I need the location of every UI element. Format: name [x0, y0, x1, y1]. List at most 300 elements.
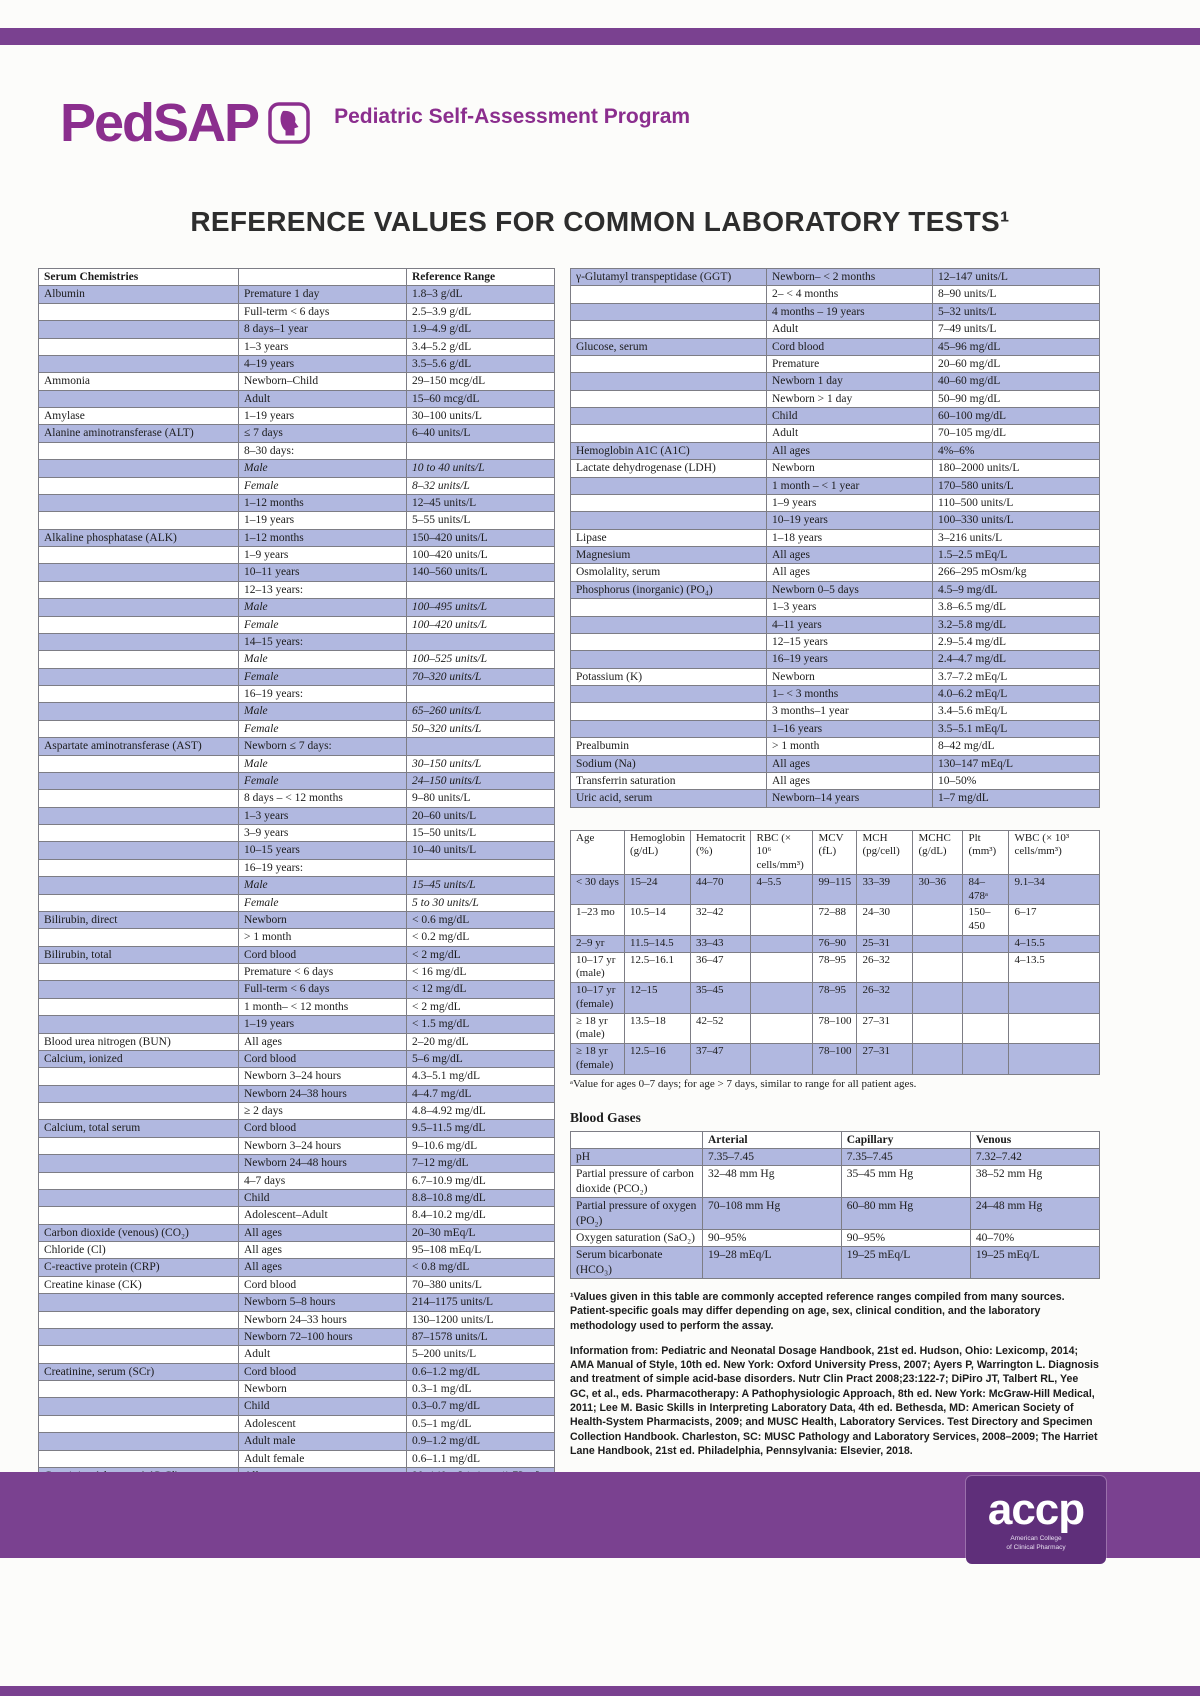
table-cell: 4%–6% — [933, 442, 1100, 459]
table-cell — [39, 390, 239, 407]
column-header: WBC (× 10³ cells/mm³) — [1009, 830, 1100, 874]
table-cell: Carbon dioxide (venous) (CO₂) — [39, 1224, 239, 1241]
table-row — [571, 547, 1100, 564]
table-cell: 1 month– < 12 months — [239, 998, 407, 1015]
table-cell — [39, 807, 239, 824]
table-cell — [407, 859, 555, 876]
table-cell — [963, 983, 1009, 1014]
table-cell: < 0.8 mg/dL — [407, 1259, 555, 1276]
table-cell: Uric acid, serum — [571, 790, 767, 807]
table-row — [571, 1229, 1100, 1246]
table-row — [571, 303, 1100, 320]
table-cell: 150–420 units/L — [407, 529, 555, 546]
table-row — [571, 633, 1100, 650]
table-cell: 1–3 years — [767, 599, 933, 616]
table-cell: Adult female — [239, 1450, 407, 1467]
table-row — [39, 1189, 555, 1206]
table-cell: 3.5–5.1 mEq/L — [933, 720, 1100, 737]
table-cell — [39, 755, 239, 772]
table-cell — [963, 1013, 1009, 1044]
table-cell: 14–15 years: — [239, 633, 407, 650]
table-cell: 7–49 units/L — [933, 321, 1100, 338]
table-row — [39, 1120, 555, 1137]
table-row — [39, 807, 555, 824]
table-cell: Chloride (Cl) — [39, 1242, 239, 1259]
table-cell: 1.9–4.9 g/dL — [407, 321, 555, 338]
table-cell — [963, 1044, 1009, 1075]
table-cell — [39, 321, 239, 338]
table-cell: 0.6–1.2 mg/dL — [407, 1363, 555, 1380]
table-cell: 6–17 — [1009, 905, 1100, 936]
table-cell: All ages — [239, 1224, 407, 1241]
table-cell: 5–200 units/L — [407, 1346, 555, 1363]
table-cell: 13.5–18 — [625, 1013, 691, 1044]
table-cell: All ages — [767, 772, 933, 789]
table-cell: 2–9 yr — [571, 935, 625, 952]
table-cell — [39, 894, 239, 911]
table-cell: Newborn– < 2 months — [767, 269, 933, 286]
table-cell — [39, 633, 239, 650]
table-cell — [39, 772, 239, 789]
table-cell: Newborn — [239, 911, 407, 928]
table-row — [571, 772, 1100, 789]
table-cell: Male — [239, 599, 407, 616]
table-cell: 100–525 units/L — [407, 651, 555, 668]
hematology-table — [570, 830, 1100, 1075]
table-row — [571, 425, 1100, 442]
table-row — [571, 1166, 1100, 1198]
table-cell: Calcium, ionized — [39, 1050, 239, 1067]
table-cell: 10–40 units/L — [407, 842, 555, 859]
table-cell: 180–2000 units/L — [933, 460, 1100, 477]
table-row — [39, 1294, 555, 1311]
table-cell: 87–1578 units/L — [407, 1328, 555, 1345]
table-row — [571, 905, 1100, 936]
column-header: Capillary — [841, 1131, 970, 1148]
table-row — [571, 338, 1100, 355]
table-cell: 9.5–11.5 mg/dL — [407, 1120, 555, 1137]
table-cell: 4–11 years — [767, 616, 933, 633]
table-cell — [39, 1450, 239, 1467]
hematology-table-footnote: ᵃValue for ages 0–7 days; for age > 7 days, similar to range for all patient ages. — [570, 1077, 917, 1090]
table-cell: All ages — [239, 1033, 407, 1050]
table-cell: Lactate dehydrogenase (LDH) — [571, 460, 767, 477]
table-cell: < 2 mg/dL — [407, 946, 555, 963]
table-row — [39, 877, 555, 894]
table-row — [39, 738, 555, 755]
table-cell: 4–4.7 mg/dL — [407, 1085, 555, 1102]
table-cell: Newborn 3–24 hours — [239, 1068, 407, 1085]
table-cell — [39, 842, 239, 859]
table-cell: 95–108 mEq/L — [407, 1242, 555, 1259]
table-cell: 5 to 30 units/L — [407, 894, 555, 911]
table-cell — [751, 1044, 813, 1075]
table-cell: 10 to 40 units/L — [407, 460, 555, 477]
table-cell: 100–420 units/L — [407, 547, 555, 564]
table-cell: 1–19 years — [239, 512, 407, 529]
table-cell: 20–60 units/L — [407, 807, 555, 824]
table-cell — [571, 408, 767, 425]
table-cell — [571, 686, 767, 703]
table-cell: All ages — [767, 755, 933, 772]
table-row — [571, 952, 1100, 983]
table-cell: 4.3–5.1 mg/dL — [407, 1068, 555, 1085]
table-cell: Full-term < 6 days — [239, 303, 407, 320]
table-row — [39, 286, 555, 303]
pedsap-logo — [60, 93, 691, 153]
table-cell — [39, 355, 239, 372]
table-cell — [39, 998, 239, 1015]
table-cell: 10–19 years — [767, 512, 933, 529]
table-row — [39, 755, 555, 772]
table-cell — [39, 442, 239, 459]
table-cell: 10.5–14 — [625, 905, 691, 936]
table-cell — [39, 825, 239, 842]
table-cell — [39, 1137, 239, 1154]
table-row — [39, 651, 555, 668]
table-cell: 214–1175 units/L — [407, 1294, 555, 1311]
table-row — [39, 599, 555, 616]
accp-subtext-line1: American College — [1010, 1535, 1062, 1543]
table-cell: 35–45 mm Hg — [841, 1166, 970, 1198]
table-cell: 3 months–1 year — [767, 703, 933, 720]
table-row — [39, 1155, 555, 1172]
table-cell: 0.3–1 mg/dL — [407, 1381, 555, 1398]
table-cell: Cord blood — [767, 338, 933, 355]
table-cell: 42–52 — [691, 1013, 751, 1044]
table-cell: Phosphorus (inorganic) (PO₄) — [571, 581, 767, 598]
left-column — [38, 268, 555, 1485]
table-cell: 19–25 mEq/L — [841, 1247, 970, 1279]
table-row — [39, 1311, 555, 1328]
column-header: MCV (fL) — [813, 830, 857, 874]
table-cell: 15–45 units/L — [407, 877, 555, 894]
table-cell — [39, 1415, 239, 1432]
table-row — [571, 408, 1100, 425]
table-cell — [39, 790, 239, 807]
table-row — [571, 494, 1100, 511]
table-cell — [571, 616, 767, 633]
table-cell: 10–15 years — [239, 842, 407, 859]
table-cell: 2–20 mg/dL — [407, 1033, 555, 1050]
table-cell — [571, 512, 767, 529]
table-cell: Potassium (K) — [571, 668, 767, 685]
table-cell: 0.9–1.2 mg/dL — [407, 1433, 555, 1450]
table-cell: Premature < 6 days — [239, 964, 407, 981]
table-cell: 3.4–5.2 g/dL — [407, 338, 555, 355]
table-cell: 35–45 — [691, 983, 751, 1014]
table-cell: Adolescent–Adult — [239, 1207, 407, 1224]
table-row — [571, 460, 1100, 477]
table-row — [39, 303, 555, 320]
table-row — [39, 1085, 555, 1102]
table-header-row — [571, 830, 1100, 874]
table-cell: Cord blood — [239, 1363, 407, 1380]
table-cell — [963, 935, 1009, 952]
table-cell: 7.35–7.45 — [703, 1149, 842, 1166]
column-header: Arterial — [703, 1131, 842, 1148]
table-cell — [39, 1016, 239, 1033]
table-cell: Prealbumin — [571, 738, 767, 755]
table-row — [39, 460, 555, 477]
table-cell: 60–100 mg/dL — [933, 408, 1100, 425]
table-row — [571, 373, 1100, 390]
table-cell: 8–42 mg/dL — [933, 738, 1100, 755]
table-cell: 24–48 mm Hg — [970, 1198, 1099, 1230]
table-cell — [571, 390, 767, 407]
table-cell: 3.2–5.8 mg/dL — [933, 616, 1100, 633]
table-cell — [571, 651, 767, 668]
table-cell: 16–19 years: — [239, 859, 407, 876]
table-cell: 7–12 mg/dL — [407, 1155, 555, 1172]
column-header: Age — [571, 830, 625, 874]
table-cell — [571, 477, 767, 494]
table-cell — [39, 338, 239, 355]
table-row — [39, 373, 555, 390]
table-cell — [913, 952, 963, 983]
table-row — [39, 355, 555, 372]
table-cell — [751, 1013, 813, 1044]
table-cell: 15–50 units/L — [407, 825, 555, 842]
table-cell: < 2 mg/dL — [407, 998, 555, 1015]
table-row — [571, 442, 1100, 459]
table-cell — [571, 599, 767, 616]
table-cell: Cord blood — [239, 1276, 407, 1293]
accp-subtext-line2: of Clinical Pharmacy — [1006, 1543, 1066, 1551]
table-row — [571, 529, 1100, 546]
table-cell: > 1 month — [239, 929, 407, 946]
table-header-row — [39, 269, 555, 286]
table-cell — [39, 1189, 239, 1206]
table-cell — [39, 1433, 239, 1450]
column-header: MCH (pg/cell) — [857, 830, 913, 874]
table-row — [571, 477, 1100, 494]
table-row — [571, 1149, 1100, 1166]
table-cell: Newborn–14 years — [767, 790, 933, 807]
table-cell: 12.5–16.1 — [625, 952, 691, 983]
pedsap-logo-icon — [268, 102, 310, 144]
table-cell: 24–30 — [857, 905, 913, 936]
table-cell — [39, 1294, 239, 1311]
table-cell: Newborn — [767, 668, 933, 685]
table-cell: 150–450 — [963, 905, 1009, 936]
table-cell: 19–25 mEq/L — [970, 1247, 1099, 1279]
table-cell: Adolescent — [239, 1415, 407, 1432]
column-header: Serum Chemistries — [39, 269, 239, 286]
table-cell: 12–13 years: — [239, 581, 407, 598]
table-cell: Female — [239, 894, 407, 911]
table-row — [39, 425, 555, 442]
table-cell — [39, 720, 239, 737]
table-cell: 70–380 units/L — [407, 1276, 555, 1293]
table-cell: 33–39 — [857, 874, 913, 905]
table-cell: All ages — [239, 1242, 407, 1259]
table-row — [39, 1450, 555, 1467]
table-cell: Partial pressure of carbon dioxide (PCO₂) — [571, 1166, 703, 1198]
table-cell: Newborn 5–8 hours — [239, 1294, 407, 1311]
table-cell: Albumin — [39, 286, 239, 303]
table-cell: 1–12 months — [239, 494, 407, 511]
table-cell: 78–95 — [813, 983, 857, 1014]
table-cell: Newborn ≤ 7 days: — [239, 738, 407, 755]
table-cell: Newborn > 1 day — [767, 390, 933, 407]
table-cell: 60–80 mm Hg — [841, 1198, 970, 1230]
table-cell: 50–90 mg/dL — [933, 390, 1100, 407]
table-row — [39, 703, 555, 720]
table-cell — [39, 1155, 239, 1172]
table-row — [571, 269, 1100, 286]
table-cell: 1–19 years — [239, 408, 407, 425]
table-cell: Female — [239, 616, 407, 633]
table-cell: 1–19 years — [239, 1016, 407, 1033]
table-cell: Male — [239, 703, 407, 720]
table-cell: Magnesium — [571, 547, 767, 564]
table-cell — [39, 686, 239, 703]
table-row — [39, 494, 555, 511]
table-cell — [751, 935, 813, 952]
table-cell: Alanine aminotransferase (ALT) — [39, 425, 239, 442]
table-cell: 32–42 — [691, 905, 751, 936]
table-row — [39, 720, 555, 737]
table-cell: 40–60 mg/dL — [933, 373, 1100, 390]
column-header: MCHC (g/dL) — [913, 830, 963, 874]
table-cell: 70–320 units/L — [407, 668, 555, 685]
table-cell: Glucose, serum — [571, 338, 767, 355]
table-cell — [39, 1311, 239, 1328]
table-row — [39, 1207, 555, 1224]
table-cell: ≤ 7 days — [239, 425, 407, 442]
table-cell: 4–19 years — [239, 355, 407, 372]
table-row — [571, 983, 1100, 1014]
table-cell: 32–48 mm Hg — [703, 1166, 842, 1198]
table-cell — [39, 981, 239, 998]
table-row — [571, 616, 1100, 633]
table-cell: 2– < 4 months — [767, 286, 933, 303]
table-row — [571, 512, 1100, 529]
table-cell — [39, 477, 239, 494]
table-row — [39, 338, 555, 355]
table-cell: ≥ 2 days — [239, 1103, 407, 1120]
table-cell — [751, 952, 813, 983]
table-cell: Newborn 0–5 days — [767, 581, 933, 598]
table-cell: Newborn 1 day — [767, 373, 933, 390]
table-cell: 70–105 mg/dL — [933, 425, 1100, 442]
table-cell — [913, 905, 963, 936]
table-cell — [1009, 983, 1100, 1014]
table-cell: Newborn 24–33 hours — [239, 1311, 407, 1328]
table-cell: 12–147 units/L — [933, 269, 1100, 286]
table-row — [571, 755, 1100, 772]
table-cell: 26–32 — [857, 983, 913, 1014]
table-row — [571, 1044, 1100, 1075]
table-cell: 1.8–3 g/dL — [407, 286, 555, 303]
table-cell: 1–16 years — [767, 720, 933, 737]
table-cell — [913, 1013, 963, 1044]
table-cell: Hemoglobin A1C (A1C) — [571, 442, 767, 459]
table-cell: Male — [239, 877, 407, 894]
accp-wordmark: accp — [987, 1485, 1085, 1535]
table-cell: 0.5–1 mg/dL — [407, 1415, 555, 1432]
table-cell: 90–95% — [841, 1229, 970, 1246]
table-cell: 1–7 mg/dL — [933, 790, 1100, 807]
table-cell: 5–6 mg/dL — [407, 1050, 555, 1067]
table-cell: 3–9 years — [239, 825, 407, 842]
table-cell: 170–580 units/L — [933, 477, 1100, 494]
table-row — [39, 512, 555, 529]
table-cell: 27–31 — [857, 1044, 913, 1075]
table-cell: γ-Glutamyl transpeptidase (GGT) — [571, 269, 767, 286]
table-cell: < 12 mg/dL — [407, 981, 555, 998]
table-cell: Adult — [239, 1346, 407, 1363]
table-cell: 130–147 mEq/L — [933, 755, 1100, 772]
table-cell: 30–36 — [913, 874, 963, 905]
table-row — [39, 1433, 555, 1450]
table-cell: 4–15.5 — [1009, 935, 1100, 952]
table-cell: Male — [239, 651, 407, 668]
table-cell: 12.5–16 — [625, 1044, 691, 1075]
table-cell: < 16 mg/dL — [407, 964, 555, 981]
table-cell: 50–320 units/L — [407, 720, 555, 737]
table-cell: Cord blood — [239, 1050, 407, 1067]
table-cell: Creatinine, serum (SCr) — [39, 1363, 239, 1380]
table-cell: 40–70% — [970, 1229, 1099, 1246]
table-row — [39, 321, 555, 338]
table-row — [39, 1259, 555, 1276]
serum-chemistries-table-continued — [570, 268, 1100, 808]
table-cell: 8–32 units/L — [407, 477, 555, 494]
table-cell: 10–11 years — [239, 564, 407, 581]
table-cell: 6.7–10.9 mg/dL — [407, 1172, 555, 1189]
table-row — [39, 964, 555, 981]
table-cell: 8 days – < 12 months — [239, 790, 407, 807]
table-cell: 78–100 — [813, 1013, 857, 1044]
column-header: Venous — [970, 1131, 1099, 1148]
table-cell: All ages — [767, 442, 933, 459]
table-cell: Adult — [767, 425, 933, 442]
table-cell: Amylase — [39, 408, 239, 425]
table-cell: 8–30 days: — [239, 442, 407, 459]
table-cell: 9–80 units/L — [407, 790, 555, 807]
table-cell: 100–330 units/L — [933, 512, 1100, 529]
table-cell: 1–23 mo — [571, 905, 625, 936]
table-cell: Creatine kinase (CK) — [39, 1276, 239, 1293]
table-cell: 100–495 units/L — [407, 599, 555, 616]
table-cell: 8 days–1 year — [239, 321, 407, 338]
table-cell: 78–100 — [813, 1044, 857, 1075]
table-cell: 2.4–4.7 mg/dL — [933, 651, 1100, 668]
table-cell: 9.1–34 — [1009, 874, 1100, 905]
table-cell: < 1.5 mg/dL — [407, 1016, 555, 1033]
table-cell: 7.35–7.45 — [841, 1149, 970, 1166]
table-cell: 19–28 mEq/L — [703, 1247, 842, 1279]
table-cell: 3.5–5.6 g/dL — [407, 355, 555, 372]
table-cell: 4.5–9 mg/dL — [933, 581, 1100, 598]
table-cell: Newborn — [239, 1381, 407, 1398]
table-cell: Female — [239, 668, 407, 685]
table-cell: Newborn–Child — [239, 373, 407, 390]
table-cell — [571, 286, 767, 303]
table-row — [39, 408, 555, 425]
table-cell: ≥ 18 yr (male) — [571, 1013, 625, 1044]
table-cell — [913, 935, 963, 952]
table-cell: 0.3–0.7 mg/dL — [407, 1398, 555, 1415]
table-row — [39, 911, 555, 928]
table-cell — [571, 720, 767, 737]
table-row — [571, 668, 1100, 685]
table-cell: 3.7–7.2 mEq/L — [933, 668, 1100, 685]
table-row — [39, 529, 555, 546]
table-cell: Adult — [239, 390, 407, 407]
